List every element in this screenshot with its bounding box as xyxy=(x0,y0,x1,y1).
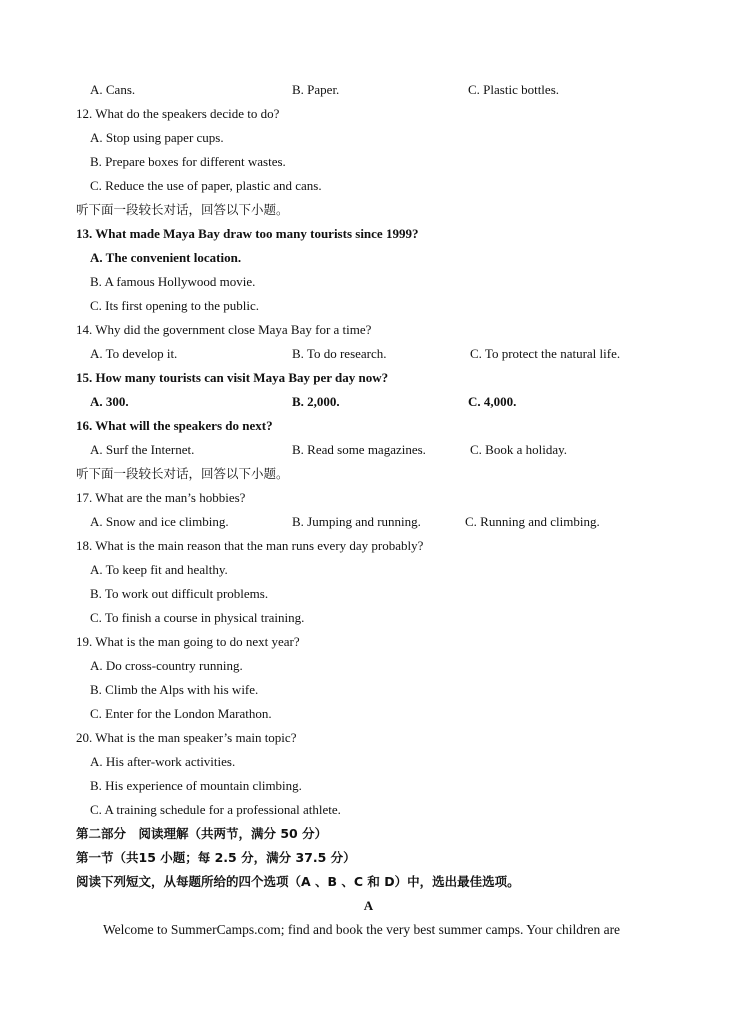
option-20a: A. His after-work activities. xyxy=(90,754,236,769)
option-12a: A. Stop using paper cups. xyxy=(90,130,224,145)
question-18: 18. What is the main reason that the man runs every day probably? xyxy=(76,538,424,553)
option-17c: C. Running and climbing. xyxy=(465,514,600,529)
passage-text: Welcome to SummerCamps.com; find and book the very best summer camps. Your children are xyxy=(103,922,621,937)
reading-instruction: 阅读下列短文，从每题所给的四个选项（A 、B 、C 和 D）中，选出最佳选项。 xyxy=(76,874,520,889)
part-heading: 第二部分 阅读理解（共两节，满分 50 分） xyxy=(76,826,328,841)
option-11b: B. Paper. xyxy=(292,82,340,97)
question-13: 13. What made Maya Bay draw too many tourists since 1999? xyxy=(76,226,419,241)
section-instruction: 听下面一段较长对话，回答以下小题。 xyxy=(76,466,289,481)
option-15b: B. 2,000. xyxy=(292,394,340,409)
question-19: 19. What is the man going to do next year? xyxy=(76,634,300,649)
option-11a: A. Cans. xyxy=(90,82,136,97)
passage-label: A xyxy=(363,898,374,913)
question-12: 12. What do the speakers decide to do? xyxy=(76,106,280,121)
option-13a: A. The convenient location. xyxy=(90,250,242,265)
option-16b: B. Read some magazines. xyxy=(292,442,426,457)
option-14c: C. To protect the natural life. xyxy=(470,346,621,361)
question-14: 14. Why did the government close Maya Bay for a time? xyxy=(76,322,372,337)
option-18a: A. To keep fit and healthy. xyxy=(90,562,228,577)
option-19a: A. Do cross-country running. xyxy=(90,658,243,673)
option-19b: B. Climb the Alps with his wife. xyxy=(90,682,259,697)
option-18c: C. To finish a course in physical training. xyxy=(90,610,305,625)
option-16a: A. Surf the Internet. xyxy=(90,442,195,457)
option-20c: C. A training schedule for a professional athlete. xyxy=(90,802,341,817)
option-12b: B. Prepare boxes for different wastes. xyxy=(90,154,286,169)
option-12c: C. Reduce the use of paper, plastic and cans. xyxy=(90,178,322,193)
option-14b: B. To do research. xyxy=(292,346,387,361)
option-13c: C. Its first opening to the public. xyxy=(90,298,259,313)
option-17b: B. Jumping and running. xyxy=(292,514,421,529)
option-17a: A. Snow and ice climbing. xyxy=(90,514,229,529)
option-19c: C. Enter for the London Marathon. xyxy=(90,706,272,721)
section-instruction: 听下面一段较长对话，回答以下小题。 xyxy=(76,202,289,217)
question-16: 16. What will the speakers do next? xyxy=(76,418,273,433)
option-15c: C. 4,000. xyxy=(468,394,517,409)
question-20: 20. What is the man speaker’s main topic? xyxy=(76,730,297,745)
option-11c: C. Plastic bottles. xyxy=(468,82,559,97)
option-15a: A. 300. xyxy=(90,394,129,409)
option-20b: B. His experience of mountain climbing. xyxy=(90,778,302,793)
option-16c: C. Book a holiday. xyxy=(470,442,568,457)
option-18b: B. To work out difficult problems. xyxy=(90,586,269,601)
option-14a: A. To develop it. xyxy=(90,346,178,361)
option-13b: B. A famous Hollywood movie. xyxy=(90,274,256,289)
question-17: 17. What are the man’s hobbies? xyxy=(76,490,246,505)
question-15: 15. How many tourists can visit Maya Bay per day now? xyxy=(76,370,389,385)
section-heading: 第一节（共15 小题；每 2.5 分，满分 37.5 分） xyxy=(76,850,356,865)
